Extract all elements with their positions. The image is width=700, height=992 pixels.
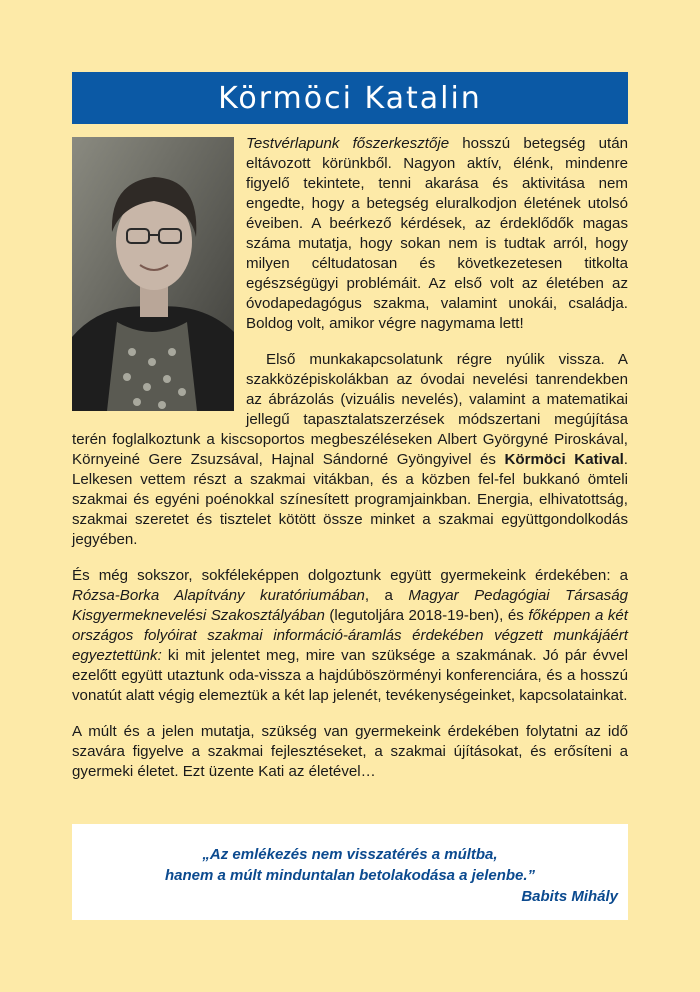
photo-spacer xyxy=(72,134,246,413)
title-banner xyxy=(72,72,628,124)
p2-bold-name: Körmöci Katival xyxy=(504,451,624,468)
quote-author: Babits Mihály xyxy=(521,888,618,905)
p1-text: hosszú betegség után eltávozott körünkből. Nagyon aktív, élénk, mindenre figyelő tekintete, tenni akarása és aktivitása nem engedte, hogy a betegség eluralkodjon életének utolsó éveiben. A beérkező kérdések, az érdeklődők magas száma mutatja, hogy sokan nem is tudtak arról, hogy milyen céltudatosan és következetesen titkolta egészségügyi problémáit. Az első volt az életében az óvodapedagógus szakma, valamint unokái, családja. Boldog volt, amikor végre nagymama lett! xyxy=(246,135,628,332)
quote-line-2: hanem a múlt minduntalan betolakodása a jelenbe.” xyxy=(164,867,536,884)
p3-i3: főképpen a két országos folyóirat szakmai információ-áramlás érdekében végzett munkájáért egyeztettünk: xyxy=(72,607,628,664)
quote-line-1: „Az emlékezés nem visszatérés a múltba, xyxy=(202,846,498,863)
p3-t3: (legutoljára 2018-19-ben), és xyxy=(324,607,529,624)
p3-t1: És még sokszor, sokféleképpen dolgoztunk együtt gyermekeink érdekében: a xyxy=(72,567,628,584)
p2-text-before: Első munkakapcsolatunk régre nyúlik vissza. A szakközépiskolákban az óvodai nevelési tanrendekben az ábrázolás (vizuális nevelés), valamint a matematikai jellegű tapasztalatszerzések módszertani megújítása terén foglalkoztunk a kiscsoportos megbeszéléseken Albert Györgyné Piroskával, Környeiné Gere Zsuzsával, Hajnal Sándorné Gyöngyivel és xyxy=(72,351,628,468)
p3-i1: Rózsa-Borka Alapítvány kuratóriumában xyxy=(72,587,365,604)
paragraph-3 xyxy=(72,566,628,706)
p4-text: A múlt és a jelen mutatja, szükség van gyermekeink érdekében folytatni az idő szavára figyelve a szakmai fejlesztéseket, a szakmai újításokat, és erősíteni a gyermeki életet. Ezt üzente Kati az életével… xyxy=(72,723,628,780)
p3-i2: Magyar Pedagógiai Társaság Kisgyermeknevelési Szakosztályában xyxy=(72,587,629,624)
quote-box xyxy=(72,824,628,920)
paragraph-4 xyxy=(72,722,628,782)
article-body xyxy=(72,134,628,798)
page-title: Körmöci Katalin xyxy=(218,80,482,116)
p1-italic-lead: Testvérlapunk főszerkesztője xyxy=(246,135,450,152)
p3-t2: , a xyxy=(364,587,409,604)
p2-text-after: . Lelkesen vettem részt a szakmai vitákban, és a közben fel-fel bukkanó ömteli szakmai és egyéni poénokkal színesített programjainkban. Energia, elhivatottság, szakmai szeretet és tisztelet kötött össze minket a szakmai együttgondolkodás jegyében. xyxy=(72,451,628,548)
p3-t4: ki mit jelentet meg, mire van szüksége a szakmának. Jó pár évvel ezelőtt együtt utaztunk oda-vissza a hajdúböszörményi konferenciára, és a hosszú vonatút alatt végig elemeztük a két lap jelenét, tevékenységeinket, kapcsolatainkat. xyxy=(72,647,628,704)
